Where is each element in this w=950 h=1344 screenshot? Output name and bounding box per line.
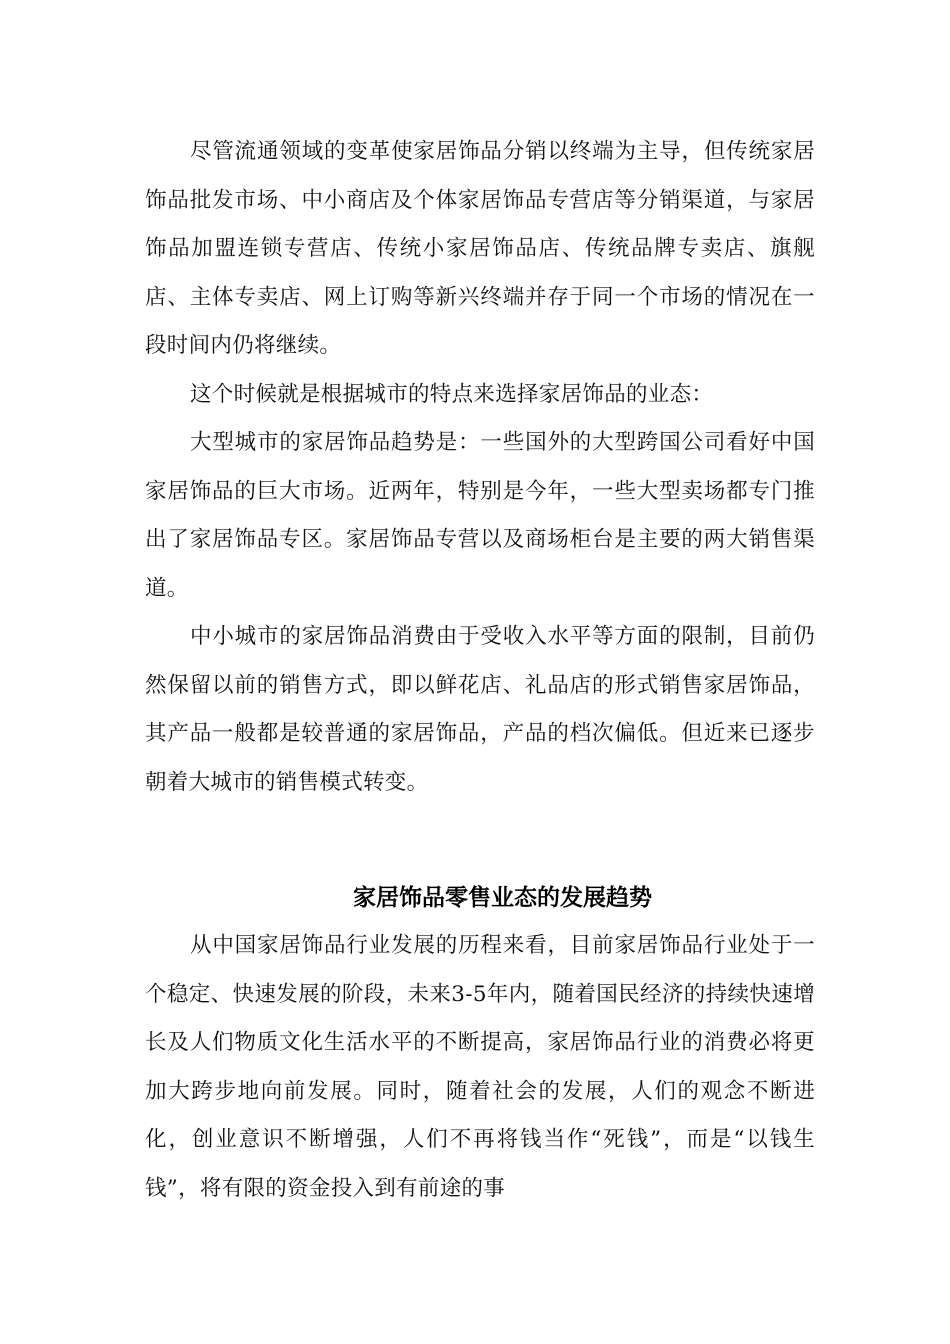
section-heading: 家居饰品零售业态的发展趋势 [353,885,652,911]
paragraph-small-cities: 中小城市的家居饰品消费由于受收入水平等方面的限制，目前仍然保留以前的销售方式，即以鲜花店、礼品店的形式销售家居饰品，其产品一般都是较普通的家居饰品，产品的档次偏低。但近来已逐步朝着大城市的销售模式转变。 [145,624,815,795]
body-text-top [145,128,815,807]
paragraph-format-intro: 这个时候就是根据城市的特点来选择家居饰品的业态： [190,381,714,407]
paragraph-channels: 尽管流通领域的变革使家居饰品分销以终端为主导，但传统家居饰品批发市场、中小商店及个体家居饰品专营店等分销渠道，与家居饰品加盟连锁专营店、传统小家居饰品店、传统品牌专卖店、旗舰店、主体专卖店、网上订购等新兴终端并存于同一个市场的情况在一段时间内仍将继续。 [145,139,815,358]
paragraph-large-cities: 大型城市的家居饰品趋势是：一些国外的大型跨国公司看好中国家居饰品的巨大市场。近两年，特别是今年，一些大型卖场都专门推出了家居饰品专区。家居饰品专营以及商场柜台是主要的两大销售渠道。 [145,430,815,601]
body-text-bottom [145,922,815,1213]
paragraph-development-trend: 从中国家居饰品行业发展的历程来看，目前家居饰品行业处于一个稳定、快速发展的阶段，未来3-5年内，随着国民经济的持续快速增长及人们物质文化生活水平的不断提高，家居饰品行业的消费必将更加大跨步地向前发展。同时，随着社会的发展，人们的观念不断进化，创业意识不断增强，人们不再将钱当作“死钱”，而是“以钱生钱”，将有限的资金投入到有前途的事 [145,933,815,1201]
